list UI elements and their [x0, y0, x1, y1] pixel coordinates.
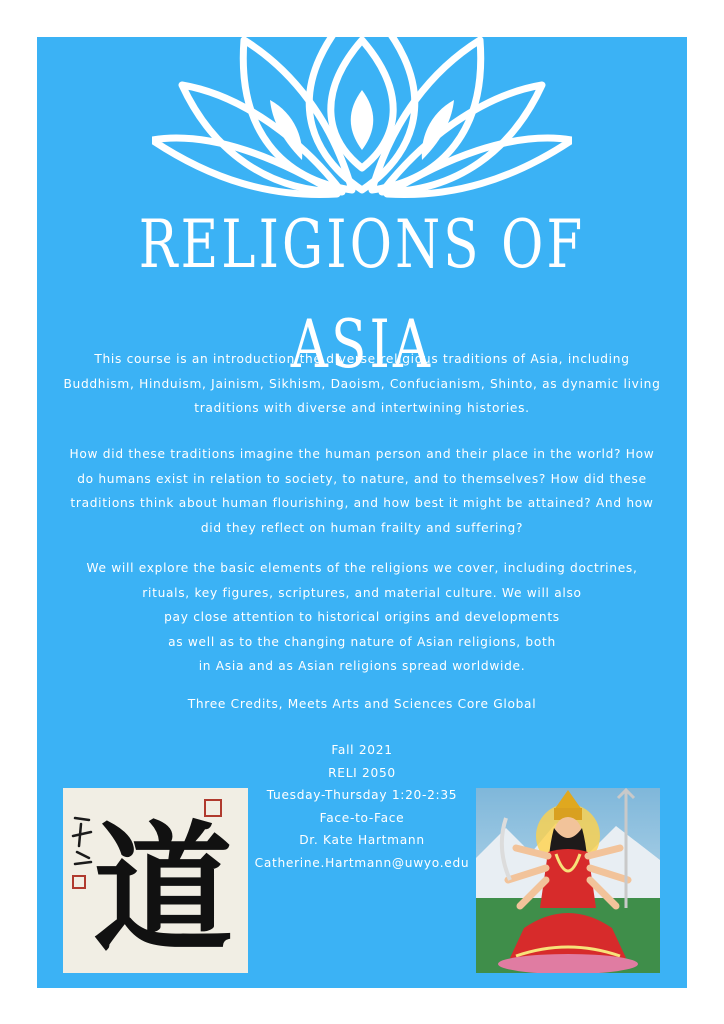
exploration-line: We will explore the basic elements of the religions we cover, including doctrines,: [86, 561, 638, 575]
exploration-paragraph: [62, 556, 662, 679]
course-info: [230, 739, 494, 874]
lotus-icon: [152, 0, 572, 200]
deity-painting-image: [476, 788, 660, 973]
exploration-line: pay close attention to historical origins and developments: [164, 610, 560, 624]
calligraphy-image: [63, 788, 248, 973]
exploration-line: rituals, key figures, scriptures, and material culture. We will also: [142, 585, 582, 600]
course-format: Face-to-Face: [319, 810, 405, 825]
course-code: RELI 2050: [328, 765, 396, 780]
exploration-line: as well as to the changing nature of Asian religions, both: [168, 634, 556, 649]
credits-line: Three Credits, Meets Arts and Sciences Core Global: [187, 697, 537, 711]
calligraphy-character: 道: [92, 808, 234, 972]
exploration-line: in Asia and as Asian religions spread worldwide.: [198, 659, 526, 673]
instructor-name: Dr. Kate Hartmann: [299, 833, 425, 847]
questions-paragraph: How did these traditions imagine the human person and their place in the world? How do humans exist in relation to society, to nature, and to themselves? How did these traditions think about human flourishing, and how best it might be attained? And how did they reflect on human frailty and suffering?: [69, 447, 655, 535]
intro-paragraph: This course is an introduction the diverse religious traditions of Asia, including Buddhism, Hinduism, Jainism, Sikhism, Daoism, Confucianism, Shinto, as dynamic living traditions with diverse and intertwining histories.: [63, 352, 661, 415]
poster-title: RELIGIONS OF ASIA: [138, 206, 586, 383]
instructor-email: Catherine.Hartmann@uwyo.edu: [254, 855, 470, 870]
course-schedule: Tuesday-Thursday 1:20-2:35: [266, 788, 458, 802]
course-term: Fall 2021: [331, 743, 393, 757]
